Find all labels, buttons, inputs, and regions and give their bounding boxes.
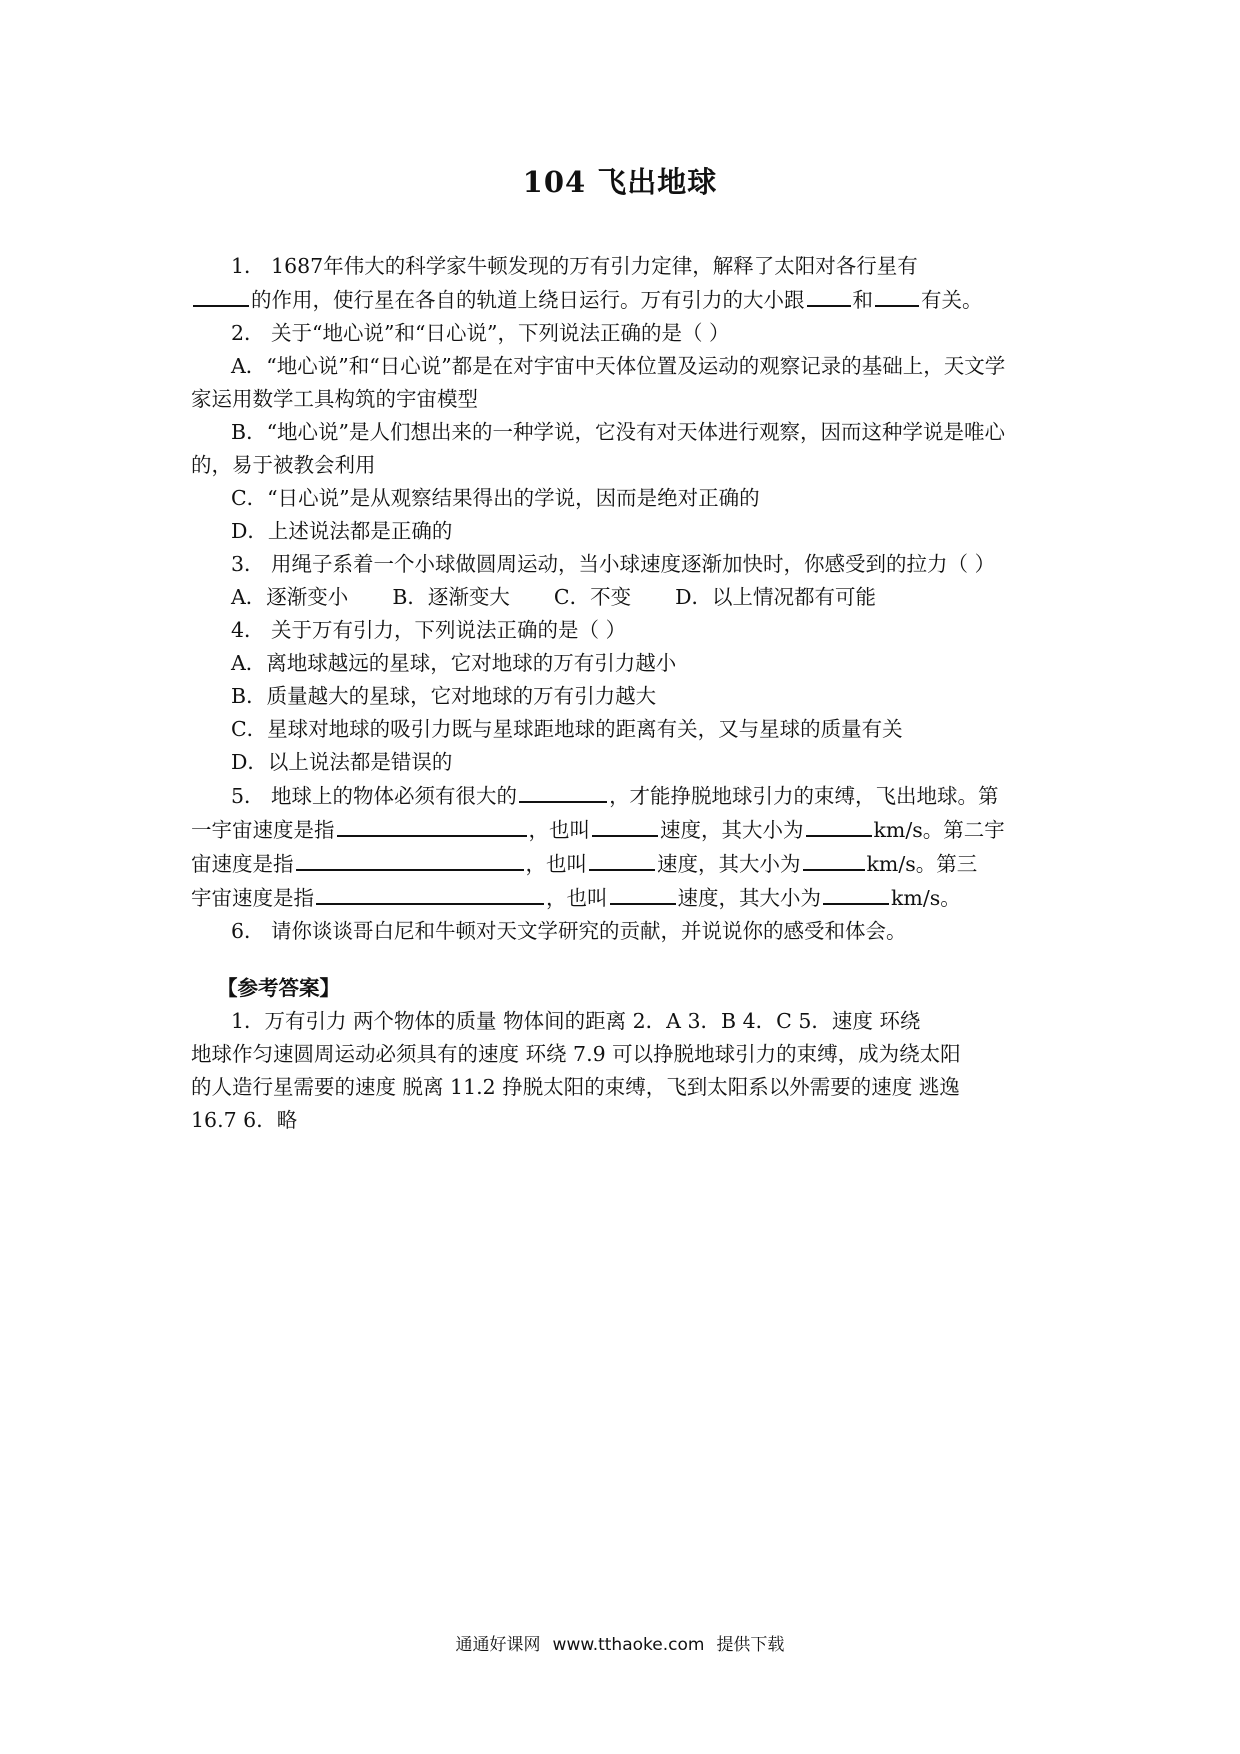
question-sheet <box>191 250 1061 1137</box>
q1-line-1: 1． 1687年伟大的科学家牛顿发现的万有引力定律，解释了太阳对各行星有 <box>231 254 918 278</box>
q5-blank-3[interactable] <box>592 813 658 837</box>
q5-text-4c: 速度，其大小为 <box>677 886 821 910</box>
q5-blank-4[interactable] <box>806 813 872 837</box>
answers-line-2: 地球作匀速圆周运动必须具有的速度 环绕 7.9 可以挣脱地球引力的束缚，成为绕太阳 <box>191 1042 961 1066</box>
q5-text-3b: ，也叫 <box>525 852 587 876</box>
q5-text-4a: 宇宙速度是指 <box>191 886 314 910</box>
answers-line-4: 16.7 6．略 <box>191 1108 298 1132</box>
q3-options <box>191 581 1061 614</box>
q5-text-2d: km/s。第二宇 <box>873 818 1005 842</box>
answers-heading: 【参考答案】 <box>217 976 340 1000</box>
q4-option-a: A．离地球越远的星球，它对地球的万有引力越小 <box>231 651 677 675</box>
answers-line-1: 1．万有引力 两个物体的质量 物体间的距离 2．A 3．B 4．C 5．速度 环绕 <box>231 1009 921 1033</box>
page-footer <box>0 1630 1240 1655</box>
q5-blank-1[interactable] <box>519 779 607 803</box>
q5-line-3 <box>191 847 1061 881</box>
q5-text-3a: 宙速度是指 <box>191 852 294 876</box>
q5-line-4 <box>191 881 1061 915</box>
q5-line-1 <box>191 779 1061 813</box>
q5-blank-5[interactable] <box>296 847 524 871</box>
q1-blank-1[interactable] <box>193 283 249 307</box>
q2-option-d: D．上述说法都是正确的 <box>231 519 453 543</box>
q3-option-b: B．逐渐变大 <box>392 585 510 609</box>
q1-text-2c: 有关。 <box>921 288 983 312</box>
q5-text-3d: km/s。第三 <box>866 852 978 876</box>
q5-text-2b: ，也叫 <box>528 818 590 842</box>
answers-line-3: 的人造行星需要的速度 脱离 11.2 挣脱太阳的束缚，飞到太阳系以外需要的速度 逃逸 <box>191 1075 960 1099</box>
q1-blank-3[interactable] <box>875 283 919 307</box>
page-title: 104 飞出地球 <box>522 165 718 199</box>
q5-text-2a: 一宇宙速度是指 <box>191 818 335 842</box>
q5-blank-6[interactable] <box>589 847 655 871</box>
q4-stem: 4． 关于万有引力，下列说法正确的是（ ） <box>231 618 627 642</box>
q3-option-d: D．以上情况都有可能 <box>675 585 877 609</box>
footer-site-name: 通通好课网 <box>455 1635 541 1655</box>
q1-text-2b: 和 <box>852 288 873 312</box>
q5-text-2c: 速度，其大小为 <box>660 818 804 842</box>
footer-suffix: 提供下载 <box>716 1635 785 1655</box>
q5-text-1a: 5． 地球上的物体必须有很大的 <box>231 784 518 808</box>
q3-option-c: C．不变 <box>553 585 632 609</box>
q5-blank-7[interactable] <box>803 847 865 871</box>
q2-option-a-line-2: 家运用数学工具构筑的宇宙模型 <box>191 387 478 411</box>
q5-text-1b: ，才能挣脱地球引力的束缚，飞出地球。第 <box>609 784 999 808</box>
q2-option-b-line-2: 的，易于被教会利用 <box>191 453 376 477</box>
footer-url[interactable]: www.tthaoke.com <box>552 1635 705 1655</box>
q5-blank-9[interactable] <box>610 881 676 905</box>
q5-blank-10[interactable] <box>823 881 889 905</box>
q2-option-b-line-1: B．“地心说”是人们想出来的一种学说，它没有对天体进行观察，因而这种学说是唯心 <box>231 420 1006 444</box>
q4-option-b: B．质量越大的星球，它对地球的万有引力越大 <box>231 684 657 708</box>
q3-option-a: A．逐渐变小 <box>231 585 349 609</box>
q1-text-2a: 的作用，使行星在各自的轨道上绕日运行。万有引力的大小跟 <box>251 288 805 312</box>
q4-option-d: D．以上说法都是错误的 <box>231 750 453 774</box>
q5-text-3c: 速度，其大小为 <box>657 852 801 876</box>
q5-blank-2[interactable] <box>337 813 527 837</box>
q5-text-4d: km/s。 <box>891 886 961 910</box>
q5-blank-8[interactable] <box>316 881 544 905</box>
q6-stem: 6． 请你谈谈哥白尼和牛顿对天文学研究的贡献，并说说你的感受和体会。 <box>231 919 907 943</box>
q2-option-a-line-1: A．“地心说”和“日心说”都是在对宇宙中天体位置及运动的观察记录的基础上，天文学 <box>231 354 1006 378</box>
q1-blank-2[interactable] <box>807 283 851 307</box>
q5-line-2 <box>191 813 1061 847</box>
q5-text-4b: ，也叫 <box>546 886 608 910</box>
q3-stem: 3． 用绳子系着一个小球做圆周运动，当小球速度逐渐加快时，你感受到的拉力（ ） <box>231 552 996 576</box>
q2-option-c: C．“日心说”是从观察结果得出的学说，因而是绝对正确的 <box>231 486 760 510</box>
q1-line-2 <box>191 283 1061 317</box>
q4-option-c: C．星球对地球的吸引力既与星球距地球的距离有关，又与星球的质量有关 <box>231 717 903 741</box>
q2-stem: 2． 关于“地心说”和“日心说”，下列说法正确的是（ ） <box>231 321 730 345</box>
